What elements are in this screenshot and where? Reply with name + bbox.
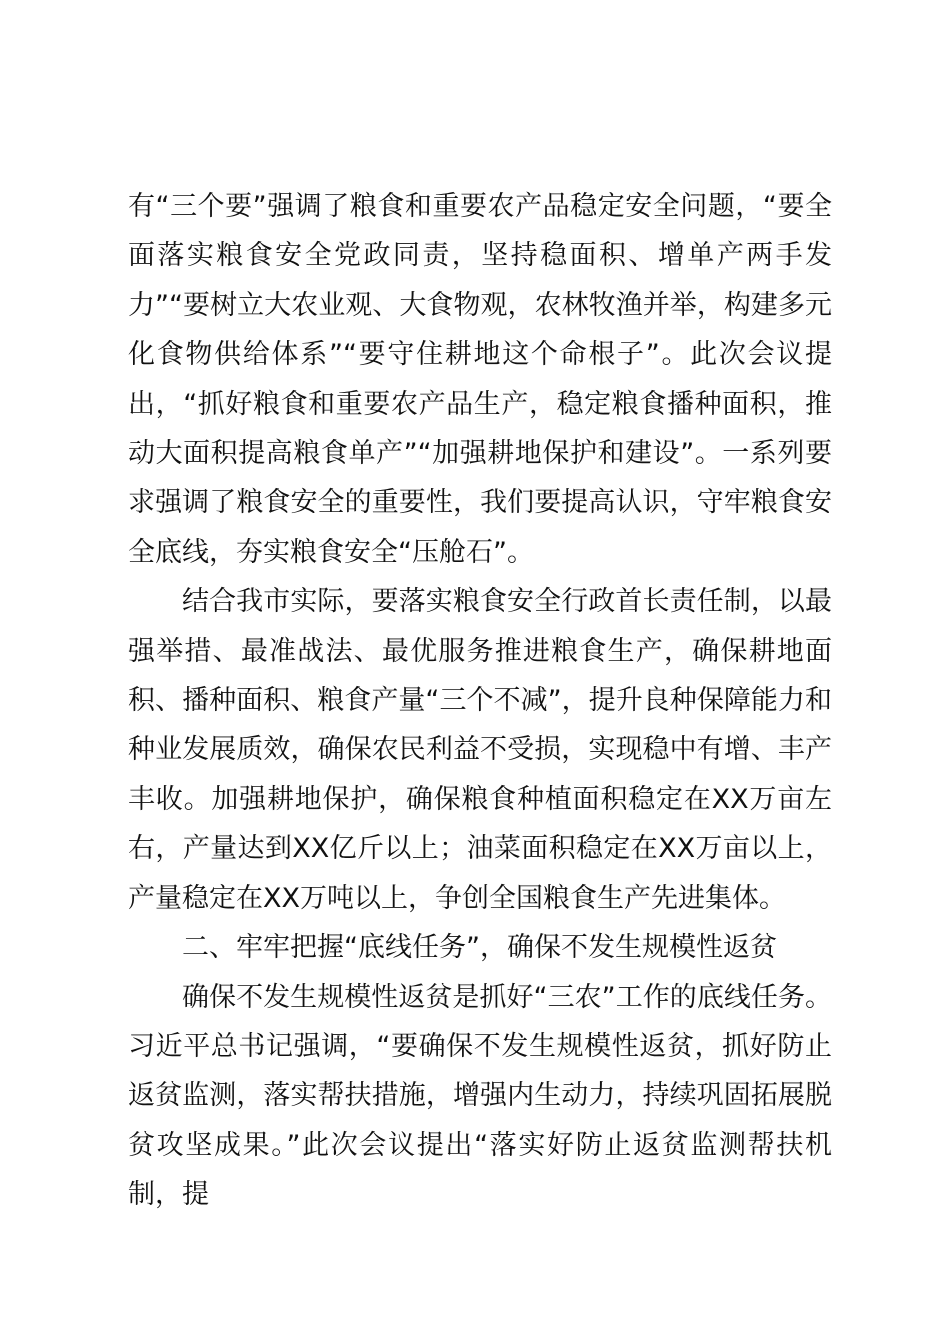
document-body: [128, 182, 832, 1220]
paragraph-poverty-prevention: 确保不发生规模性返贫是抓好“三农”工作的底线任务。习近平总书记强调，“要确保不发生规模性返贫，抓好防止返贫监测，落实帮扶措施，增强内生动力，持续巩固拓展脱贫攻坚成果。”此次会议提出“落实好防止返贫监测帮扶机制，提: [128, 981, 832, 1211]
paragraph-continuation: 有“三个要”强调了粮食和重要农产品稳定安全问题，“要全面落实粮食安全党政同责，坚持稳面积、增单产两手发力”“要树立大农业观、大食物观，农林牧渔并举，构建多元化食物供给体系”“要守住耕地这个命根子”。此次会议提出，“抓好粮食和重要农产品生产，稳定粮食播种面积，推动大面积提高粮食单产”“加强耕地保护和建设”。一系列要求强调了粮食安全的重要性，我们要提高认识，守牢粮食安全底线，夯实粮食安全“压舱石”。: [128, 191, 832, 568]
section-heading: 二、牢牢把握“底线任务”，确保不发生规模性返贫: [182, 932, 777, 964]
paragraph-local-implementation: 结合我市实际，要落实粮食安全行政首长责任制，以最强举措、最准战法、最优服务推进粮食生产，确保耕地面积、播种面积、粮食产量“三个不减”，提升良种保障能力和种业发展质效，确保农民利益不受损，实现稳中有增、丰产丰收。加强耕地保护，确保粮食种植面积稳定在XX万亩左右，产量达到XX亿斤以上；油菜面积稳定在XX万亩以上，产量稳定在XX万吨以上，争创全国粮食生产先进集体。: [128, 586, 832, 914]
